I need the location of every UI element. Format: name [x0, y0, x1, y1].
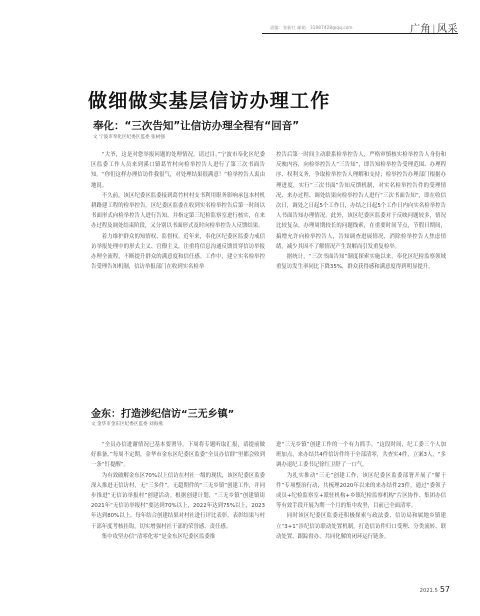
paragraph: “大爷，这是对您举报问题的处理情况，请过目。”宁波市奉化区纪委区监委工作人员来到溪口镇葛竹村向检举控告人进行了第三次书面告知。“你们这样办理信访件我很气，对处理结果很满意！”检举控告人衷由地说。	[91, 152, 265, 189]
page-number: 57	[439, 585, 450, 594]
section-1-column-left	[91, 150, 265, 272]
paragraph: 不久前，该区纪委区监委接到葛竹村村支书利用职务影响承包本村机耕路建工程的检举控告。区纪委区监委在收到实名检举控告后第一时间以书面形式向检举控告人进行告知，并指定第三纪检监察室进行核实，在来办过程及调处结束阶段，又分别以书面形式及时向检举控告人反馈结果。	[91, 192, 265, 230]
issue-number: 2021.5	[419, 588, 438, 594]
paragraph: 为有效破解金东区70%以上信访在村社一级的现状，该区纪委区监委深入推进无信访村，无“三多件”，无超期件的“三无乡镇”创建工作，并同步推进“无信访举报村”创建活动。根据创建计划，“三无乡镇”创建镇街2021年“无信访举报村”要达到70%以上，2022年达到75%以上，2023年达到80%以上。每年结合创建结果对村社进行评比表彰，表彰结果与村干部年度考核挂钩，切实增强村社干部的荣誉感、责任感。	[91, 472, 265, 530]
column-name-right: 风采	[437, 24, 458, 35]
section-2-column-right	[276, 440, 446, 542]
editor-contact: 责编：张新红 邮箱：31987428@qq.com	[270, 25, 353, 30]
section-2-title: 金东：打造涉纪信访“三无乡镇”	[91, 409, 235, 420]
section-1-title: 奉化：“三次告知”让信访办理全程有“回音”	[93, 120, 300, 132]
paragraph: 进“三无乡镇”创建工作的一个有力抓手。“这段时间，纪工委三个人加班加点，来办结共4件信访件终于全部清零，共查实4件，立案3人，“多调办退纪工委书记徐红卫舒了一口气。	[276, 442, 446, 469]
section-1-byline: 文 宁波市奉化区纪委区监委 张树强	[93, 135, 165, 140]
paragraph: 为扎实推动“三无”创建工作，该区纪委区监委部署开展了“解干件”专项整治行动，共梳理2020年以来的来办结件23件，通过“委领子成员+纪检监察室+派驻机构+乡镇纪检监察机构”片区协作、集团办信等有效手段开展为期一个月的集中攻坚，目前已全面清零。	[276, 472, 446, 510]
paragraph: 据统计，“三次书面告知”制度探索实施以来，奉化区纪检监察领域重复访发生率同比下降35%，群众获得感和满意度得到明显提升。	[276, 254, 446, 271]
paragraph: 着力维护群众的知情权、监督权。近年来，奉化区纪委区监委力戒信访举报处理中的形式主义、官僚主义，注重将信息沟通反馈贯穿信访举报办理全流程，不断提升群众的满意度和信任感。工作中，建立实名检举控告受理告知机制，信访举报部门在收到实名检举	[91, 233, 265, 271]
section-2-byline: 文 金华市金东区纪委区监委 刘海燕	[91, 422, 163, 427]
section-1-column-right	[276, 150, 446, 272]
paragraph: 同时该区纪委区监委还积极探索与政法委、信访局和属地乡镇建立“3+1”涉纪信访联动处置机制，打造信访件归口受理、分类流转、联动处置、跟踪督办、共同化解的闭环运行链条。	[276, 513, 446, 540]
article-title: 做细做实基层信访办理工作	[88, 90, 331, 112]
paragraph: 集中攻坚办信“清零化零”是金东区纪委区监委推	[101, 533, 216, 540]
column-name-left: 广角	[410, 24, 432, 35]
page-header	[0, 0, 480, 58]
page-footer	[420, 585, 450, 594]
paragraph: “全员办信进谢情况已基本要署导，下周将专题听取汇报，请提前做好准备。”每周不定期，金华市金东区纪委区监委“全员办信群”里都会收到一条“钉提醒”。	[91, 442, 265, 469]
column-name-separator: |	[432, 24, 436, 35]
header-rule	[262, 33, 458, 34]
section-2-column-left	[91, 440, 265, 542]
paragraph: 控告后第一时间主动联系检举控告人，严格审慎核实检举控告人身份和反映内容，向检举控告人“三告知”，即告知检举控告受理范围、办理程序、权利义务，争取检举控告人理解和支持；检举控告办理部门根据办理进度，实行“三次书面”告知反馈机制，对实名检举控告件的受理情况、来办过程、调处结果向检举控告人进行“三次书面告知”，即在收信次日，调处之日起5个工作日，办结之日起5个工作日内向实名检举控告人书面告知办理情况。此外，该区纪委区监委对于反映问题较多，情况比较复杂，办理周期较长的问题线索，在重要时间节点，节假日期间，搞增允许向检举控告人，告知调查进展情况，消除检举控告人焦虑情绪，减少其因不了解情况产生误解而引发重复检举。	[276, 152, 446, 250]
